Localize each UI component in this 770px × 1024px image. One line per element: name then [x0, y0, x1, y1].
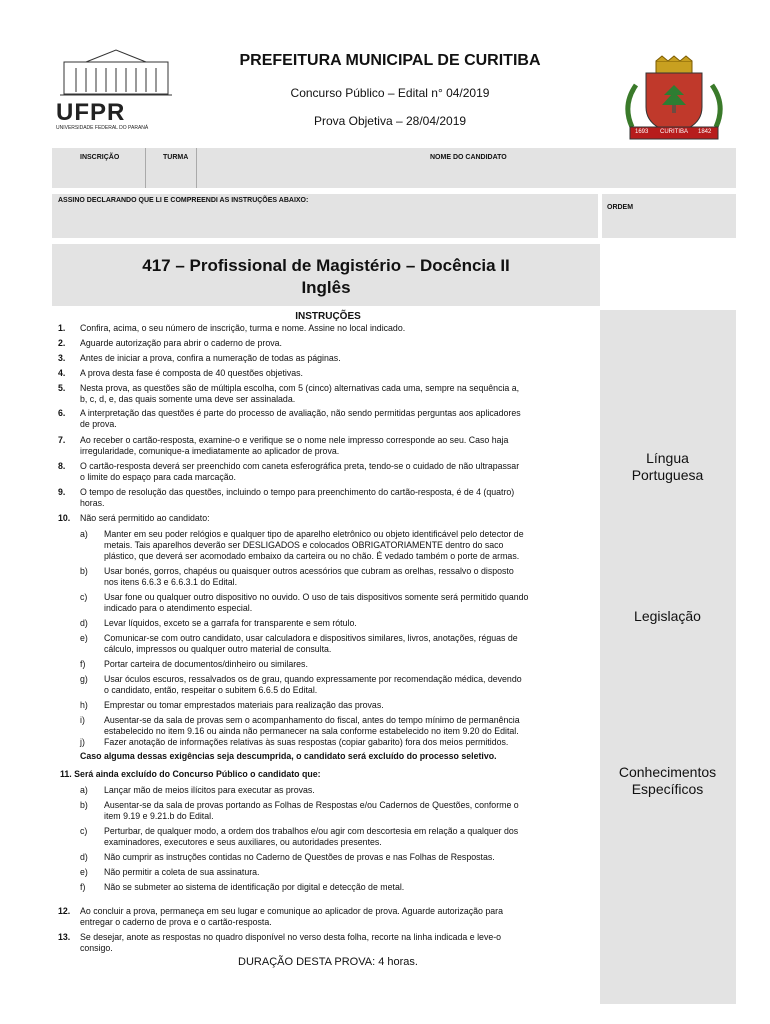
instruction-10: Não será permitido ao candidato:: [80, 513, 210, 523]
instruction-10a: Manter em seu poder relógios e qualquer tipo de aparelho eletrônico ou objeto identificável pelo detector de: [104, 529, 524, 539]
instruction-10e-cont: cálculo, impressos ou qualquer outro material de consulta.: [104, 644, 332, 654]
instruction-11f: Não se submeter ao sistema de identificação por digital e detecção de metal.: [104, 882, 405, 892]
instruction-5: Nesta prova, as questões são de múltipla escolha, com 5 (cinco) alternativas cada uma, sempre na sequência a,: [80, 383, 520, 393]
curitiba-crest: [618, 55, 730, 145]
assino-label: ASSINO DECLARANDO QUE LI E COMPREENDI AS INSTRUÇÕES ABAIXO:: [58, 197, 309, 204]
instruction-11c-cont: examinadores, executores e seus auxiliares, ou autoridades presentes.: [104, 837, 382, 847]
instructions-list: 1. Confira, acima, o seu número de inscrição, turma e nome. Assine no local indicado. 2. Aguarde autorização para abrir o caderno de prova. 3. Antes de iniciar a prova, confira a numeração de todas as páginas. 4. A prova desta fase é composta de 40 questões objetivas. 5. Nesta prova, as questões são de múltipla escolha, com 5 (cinco) alternativas cada uma, sempre na sequência a, b, c, d, e, das quais somente uma deve ser assinalada. 6. A interpretação das questões é parte do processo de avaliação, não sendo permitidas perguntas aos aplicadores de prova. 7. Ao receber o cartão-resposta, examine-o e verifique se o nome nele impresso corresponde ao seu. Caso haja irregularidade, comunique-a imediatamente ao aplicador de prova. 8. O cartão-resposta deverá ser preenchido com caneta esferográfica preta, tendo-se o cuidado de não ultrapassar o limite do espaço para cada marcação. 9. O tempo de resolução das questões, incluindo o tempo para preenchimento do cartão-resposta, é de 4 (quatro) horas. 10. Não será permitido ao candidato: a) Manter em seu poder relógios e qualquer tipo de aparelho eletrônico ou objeto identificável pelo detector de metais. Tais aparelhos deverão ser DESLIGADOS e colocados OBRIGATORIAMENTE dentro do saco plástico, que deverá ser acomodado embaixo da carteira ou no chão. É vedado também o porte de armas. b) Usar bonés, gorros, chapéus ou quaisquer outros acessórios que cubram as orelhas, ressalvo o disposto nos itens 6.6.3 e 6.6.3.1 do Edital. c) Usar fone ou qualquer outro dispositivo no ouvido. O uso de tais dispositivos somente será permitido quando indicado para o atendimento especial. d) Levar líquidos, exceto se a garrafa for transparente e sem rótulo. e) Comunicar-se com outro candidato, usar calculadora e dispositivos similares, livros, anotações, réguas de cálculo, impressos ou qualquer outro material de consulta. f) Portar carteira de documentos/dinheiro ou similares. g) Usar óculos escuros, ressalvados os de grau, quando expressamente por recomendação médica, devendo o candidato, então, respeitar o subitem 6.6.5 do Edital. h) Emprestar ou tomar emprestados materiais para realização das provas. i) Ausentar-se da sala de provas sem o acompanhamento do fiscal, antes do tempo mínimo de permanência estabelecido no item 9.16 ou ainda não permanecer na sala conforme estabelecido no item 9.20 do Edital. j) Fazer anotação de informações relativas às suas respostas (copiar gabarito) fora dos meios permitidos. Caso alguma dessas exigências seja descumprida, o candidato será excluído do processo seletivo. 11. Será ainda excluído do Concurso Público o candidato que: a) Lançar mão de meios ilícitos para executar as provas. b) Ausentar-se da sala de provas portando as Folhas de Respostas e/ou Cadernos de Questões, conforme o item 9.19 e 9.21.b do Edital. c) Perturbar, de qualquer modo, a ordem dos trabalhos e/ou agir com descortesia em relação a qualquer dos examinadores, executores e seus auxiliares, ou autoridades presentes. d) Não cumprir as instruções contidas no Caderno de Questões de provas e nas Folhas de Respostas. e) Não permitir a coleta de sua assinatura. f) Não se submeter ao sistema de identificação por digital e detecção de metal. 12. Ao concluir a prova, permaneça em seu lugar e comunique ao aplicador de prova. Aguarde autorização para entregar o caderno de prova e o cartão-resposta. 13. Se desejar, anote as respostas no quadro disponível no verso desta folha, recorte na linha indicada e leve-o consigo.: [58, 323, 529, 953]
ordem-field[interactable]: [602, 194, 736, 238]
instruction-11: 11. Será ainda excluído do Concurso Público o candidato que:: [60, 769, 321, 779]
instructions-heading: INSTRUÇÕES: [295, 311, 361, 322]
instruction-10i-cont: estabelecido no item 9.16 ou ainda não permanecer na sala conforme estabelecido no item 9.20 do Edital.: [104, 726, 519, 736]
instruction-13: Se desejar, anote as respostas no quadro disponível no verso desta folha, recorte na linha indicada e leve-o: [80, 932, 502, 942]
instruction-13-cont: consigo.: [80, 943, 113, 953]
prova-date-line: Prova Objetiva – 28/04/2019: [313, 114, 467, 128]
instruction-10g: Usar óculos escuros, ressalvados os de grau, quando expressamente por recomendação médica, devendo: [104, 674, 522, 684]
instruction-11b-cont: item 9.19 e 9.21.b do Edital.: [104, 811, 214, 821]
instruction-8: O cartão-resposta deverá ser preenchido com caneta esferográfica preta, tendo-se o cuidado de não ultrapassar: [80, 461, 520, 471]
instruction-11b: Ausentar-se da sala de provas portando as Folhas de Respostas e/ou Cadernos de Questões, conforme o: [104, 800, 519, 810]
instruction-10i: Ausentar-se da sala de provas sem o acompanhamento do fiscal, antes do tempo mínimo de permanência: [104, 715, 520, 725]
edital-line: Concurso Público – Edital n° 04/2019: [290, 86, 490, 100]
instruction-12-cont: entregar o caderno de prova e o cartão-resposta.: [80, 917, 272, 927]
sidebar-legislacao: Legislação: [634, 608, 701, 624]
instruction-10e: Comunicar-se com outro candidato, usar calculadora e dispositivos similares, livros, anotações, réguas de: [104, 633, 518, 643]
instruction-6: A interpretação das questões é parte do processo de avaliação, não sendo permitidas perguntas aos aplicadores: [80, 408, 521, 418]
instruction-8-cont: o limite do espaço para cada marcação.: [80, 472, 236, 482]
turma-label: TURMA: [163, 154, 189, 161]
instruction-10g-cont: o candidato, então, respeitar o subitem 6.6.5 do Edital.: [104, 685, 318, 695]
instruction-3: Antes de iniciar a prova, confira a numeração de todas as páginas.: [80, 353, 341, 363]
instruction-10c: Usar fone ou qualquer outro dispositivo no ouvido. O uso de tais dispositivos somente será permitido quando: [104, 592, 529, 602]
sidebar: [600, 310, 736, 1004]
instruction-1: Confira, acima, o seu número de inscrição, turma e nome. Assine no local indicado.: [80, 323, 406, 333]
instruction-11c: Perturbar, de qualquer modo, a ordem dos trabalhos e/ou agir com descortesia em relação a qualquer dos: [104, 826, 519, 836]
page-title: PREFEITURA MUNICIPAL DE CURITIBA: [239, 52, 541, 69]
instruction-10a-cont: metais. Tais aparelhos deverão ser DESLIGADOS e colocados OBRIGATORIAMENTE dentro do saco: [104, 540, 504, 550]
instruction-9-cont: horas.: [80, 498, 105, 508]
ordem-label: ORDEM: [607, 204, 634, 211]
instruction-6-cont: de prova.: [80, 419, 117, 429]
instruction-12: Ao concluir a prova, permaneça em seu lugar e comunique ao aplicador de prova. Aguarde autorização para: [80, 906, 503, 916]
instruction-4: A prova desta fase é composta de 40 questões objetivas.: [80, 368, 303, 378]
sidebar-label: Portuguesa: [631, 467, 704, 483]
instruction-2: Aguarde autorização para abrir o caderno de prova.: [80, 338, 282, 348]
instruction-7-cont: irregularidade, comunique-a imediatamente ao aplicador de prova.: [80, 446, 340, 456]
instruction-7: Ao receber o cartão-resposta, examine-o e verifique se o nome nele impresso corresponde ao seu. Caso haja: [80, 435, 509, 445]
instruction-10d: Levar líquidos, exceto se a garrafa for transparente e sem rótulo.: [104, 618, 357, 628]
sidebar-label: Língua: [646, 450, 689, 466]
nome-candidato-label: NOME DO CANDIDATO: [430, 154, 507, 161]
sidebar-lingua-portuguesa: [600, 450, 735, 484]
instruction-5-cont: b, c, d, e, das quais somente uma deve ser assinalada.: [80, 394, 296, 404]
instruction-11a: Lançar mão de meios ilícitos para executar as provas.: [104, 785, 315, 795]
instruction-10h: Emprestar ou tomar emprestados materiais para realização das provas.: [104, 700, 384, 710]
instruction-10j: Fazer anotação de informações relativas às suas respostas (copiar gabarito) fora dos meios permitidos.: [104, 737, 509, 747]
instruction-10c-cont: indicado para o atendimento especial.: [104, 603, 253, 613]
instruction-10b-cont: nos itens 6.6.3 e 6.6.3.1 do Edital.: [104, 577, 238, 587]
crest-year-right: 1842: [698, 129, 712, 135]
instruction-10f: Portar carteira de documentos/dinheiro ou similares.: [104, 659, 308, 669]
instruction-10-warning: Caso alguma dessas exigências seja descumprida, o candidato será excluído do processo seletivo.: [80, 751, 497, 761]
exam-subject: Inglês: [301, 278, 351, 297]
sidebar-label: Conhecimentos: [618, 764, 717, 780]
instruction-11e: Não permitir a coleta de sua assinatura.: [104, 867, 260, 877]
instruction-11d: Não cumprir as instruções contidas no Caderno de Questões de provas e nas Folhas de Respostas.: [104, 852, 495, 862]
crest-year-left: 1693: [635, 129, 649, 135]
instruction-9: O tempo de resolução das questões, incluindo o tempo para preenchimento do cartão-resposta, é de 4 (quatro): [80, 487, 515, 497]
sidebar-conhecimentos-especificos: [600, 764, 735, 798]
inscricao-label: INSCRIÇÃO: [80, 154, 120, 161]
instruction-10b: Usar bonés, gorros, chapéus ou quaisquer outros acessórios que cubram as orelhas, ressalvo o disposto: [104, 566, 514, 576]
instruction-10a-cont: plástico, que deverá ser acomodado embaixo da carteira ou no chão. É vedado também o porte de armas.: [104, 551, 520, 561]
exam-title: 417 – Profissional de Magistério – Docência II: [142, 256, 510, 275]
ufpr-wordmark: UFPR: [56, 99, 126, 126]
ufpr-subtitle: UNIVERSIDADE FEDERAL DO PARANÁ: [56, 125, 149, 131]
sidebar-label: Específicos: [631, 781, 704, 797]
crest-banner-text: CURITIBA: [659, 129, 688, 135]
duracao-prova: DURAÇÃO DESTA PROVA: 4 horas.: [238, 956, 418, 968]
